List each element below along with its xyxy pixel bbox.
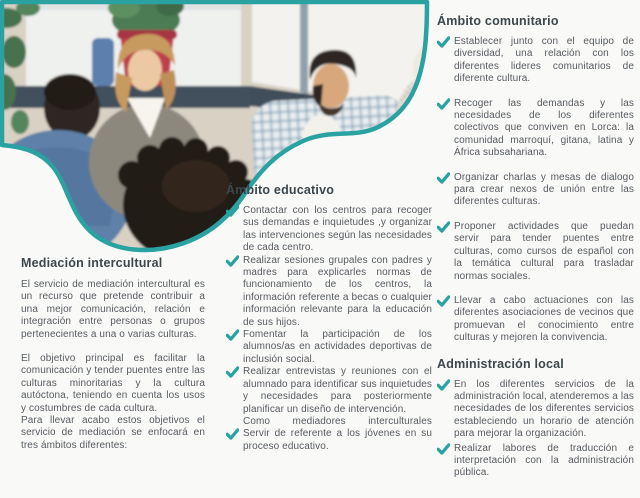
educativo-list	[226, 205, 432, 453]
educativo-note: Como mediadores interculturales	[243, 415, 432, 427]
list-item	[243, 329, 432, 366]
check-icon	[226, 205, 239, 217]
comunitario-list	[437, 36, 634, 345]
list-item-text: Fomentar la participación de los alumnos/as en actividades deportivas de inclusión social.	[243, 329, 432, 365]
list-item-text: Recoger las demandas y las necesidades de los diferentes colectivos que conviven en Lorca: la comunidad marroquí, gitana, latina y África subsahariana.	[454, 97, 634, 159]
section-administracion-local	[437, 357, 634, 480]
check-icon	[226, 255, 239, 267]
list-item	[243, 255, 432, 329]
list-item	[454, 295, 634, 345]
list-item-text: Llevar a cabo actuaciones con las diferentes asociaciones de vecinos que promuevan el conocimiento entre culturas y mejoren la convivencia.	[454, 294, 634, 344]
check-icon	[226, 428, 239, 440]
list-item	[454, 221, 634, 283]
list-item-text: Realizar entrevistas y reuniones con el alumnado para identificar sus inquietudes y necesidades para posteriormente planificar un diseño de intervención.	[243, 366, 432, 415]
list-item	[243, 205, 432, 255]
list-item-text: Realizar sesiones grupales con padres y madres para explicarles normas de funcionamiento de los centros, la información referente a becas o cualquier información relevante para la educación de sus hijos.	[243, 254, 432, 328]
check-icon	[437, 36, 450, 48]
check-icon	[437, 443, 450, 455]
check-icon	[437, 172, 450, 184]
check-icon	[226, 366, 239, 378]
educativo-title: Ámbito educativo	[226, 183, 335, 197]
list-item	[243, 366, 432, 428]
check-icon	[437, 379, 450, 391]
list-item	[243, 428, 432, 453]
list-item-text: Realizar labores de traducción e interpretación con la administración pública.	[454, 442, 634, 479]
list-item	[454, 443, 634, 480]
list-item	[454, 36, 634, 86]
section-mediacion	[21, 256, 205, 452]
list-item	[454, 379, 634, 441]
list-item	[454, 98, 634, 160]
mediacion-paragraph-3: Para llevar acabo estos objetivos el servicio de mediación se enfocará en tres ámbitos diferentes:	[21, 415, 205, 451]
list-item-text: En los diferentes servicios de la administración local, atenderemos a las necesidades de los diferentes servicios estableciendo un horario de atención para mejorar la organización.	[454, 378, 634, 440]
list-item	[454, 172, 634, 209]
check-icon	[226, 329, 239, 341]
check-icon	[437, 295, 450, 307]
list-item-text: Contactar con los centros para recoger sus demandas e inquietudes ,y organizar las intervenciones según las necesidades de cada centro.	[243, 205, 432, 254]
mediacion-title: Mediación intercultural	[21, 256, 163, 270]
list-item-text: Proponer actividades que puedan servir para tender puentes entre culturas, como cursos de español con la temática cultural para trasladar normas sociales.	[454, 220, 634, 282]
mediacion-paragraph-2: El objetivo principal es facilitar la comunicación y tender puentes entre las culturas minoritarias y la cultura autóctona, teniendo en cuenta los usos y costumbres de cada cultura.	[21, 353, 205, 414]
list-item-text: Servir de referente a los jóvenes en su proceso educativo.	[243, 428, 432, 452]
section-ambito-comunitario	[437, 14, 634, 482]
comunitario-title: Ámbito comunitario	[437, 14, 559, 28]
admin-list	[437, 379, 634, 480]
section-ambito-educativo	[226, 183, 432, 453]
mediacion-paragraph-1: El servicio de mediación intercultural es un recurso que pretende contribuir a una mejor comunicación, relación e integración entre personas o grupos pertenecientes a una o varias culturas.	[21, 279, 205, 340]
admin-title: Administración local	[437, 356, 564, 371]
check-icon	[437, 98, 450, 110]
list-item-text: Organizar charlas y mesas de dialogo para crear nexos de unión entre las diferentes culturas.	[454, 171, 634, 208]
check-icon	[437, 221, 450, 233]
list-item-text: Establecer junto con el equipo de diversidad, una relación con los diferentes lideres comunitarios de diferente cultura.	[454, 36, 634, 85]
